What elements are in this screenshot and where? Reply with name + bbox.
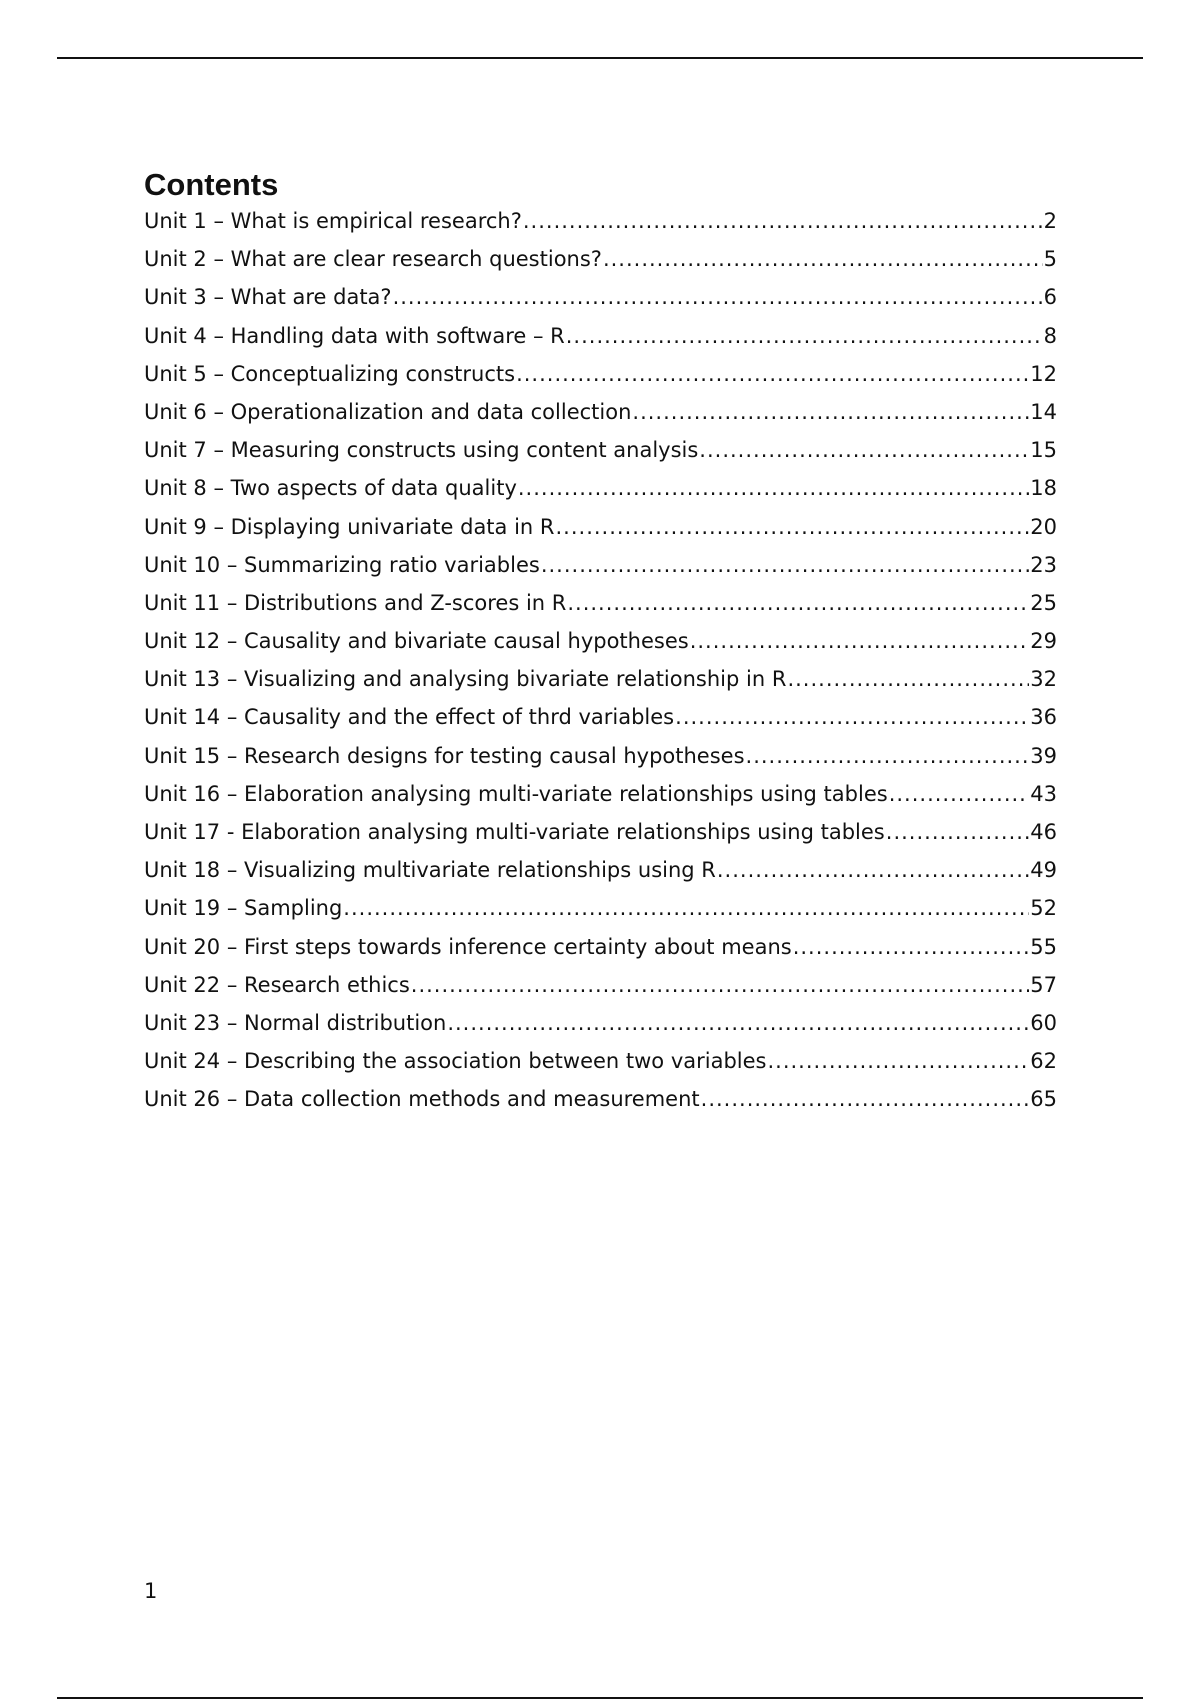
toc-entry[interactable] <box>144 972 1057 1010</box>
table-of-contents <box>144 166 1057 1125</box>
toc-entry-text: Unit 2 – What are clear research questions? <box>144 247 602 272</box>
toc-entry[interactable] <box>144 208 1057 246</box>
toc-entry[interactable] <box>144 781 1057 819</box>
toc-entry-text: Unit 24 – Describing the association between two variables <box>144 1049 767 1074</box>
toc-entry-text: Unit 4 – Handling data with software – R <box>144 323 565 348</box>
toc-entry[interactable] <box>144 514 1057 552</box>
toc-entry-page: 20 <box>1030 514 1057 539</box>
toc-entry-text: Unit 18 – Visualizing multivariate relationships using R <box>144 858 716 883</box>
toc-title: Contents <box>144 167 279 202</box>
toc-entry-page: 36 <box>1030 705 1057 730</box>
toc-entry-text: Unit 10 – Summarizing ratio variables <box>144 552 540 577</box>
toc-leader <box>767 1048 1029 1074</box>
toc-entry[interactable] <box>144 437 1057 475</box>
toc-leader <box>447 1010 1029 1036</box>
toc-leader <box>411 972 1029 998</box>
toc-entry-page: 12 <box>1030 361 1057 386</box>
toc-entry[interactable] <box>144 361 1057 399</box>
toc-leader <box>746 743 1030 769</box>
toc-entry-text: Unit 5 – Conceptualizing constructs <box>144 361 516 386</box>
toc-leader <box>675 704 1029 730</box>
toc-entry-text: Unit 23 – Normal distribution <box>144 1010 447 1035</box>
toc-leader <box>393 284 1043 310</box>
toc-entry[interactable] <box>144 323 1057 361</box>
toc-entry-page: 32 <box>1030 667 1057 692</box>
toc-entry-page: 15 <box>1030 438 1057 463</box>
toc-entry[interactable] <box>144 590 1057 628</box>
toc-entry-page: 60 <box>1030 1010 1057 1035</box>
toc-entry-text: Unit 15 – Research designs for testing causal hypotheses <box>144 743 745 768</box>
toc-entry-text: Unit 16 – Elaboration analysing multi-variate relationships using tables <box>144 781 888 806</box>
toc-entry[interactable] <box>144 284 1057 322</box>
toc-entry-text: Unit 19 – Sampling <box>144 896 343 921</box>
toc-entry-page: 65 <box>1030 1087 1057 1112</box>
toc-leader <box>523 208 1043 234</box>
toc-leader <box>566 323 1043 349</box>
toc-entry[interactable] <box>144 666 1057 704</box>
header-rule <box>57 57 1143 59</box>
toc-entry-text: Unit 17 - Elaboration analysing multi-variate relationships using tables <box>144 820 885 844</box>
toc-entry[interactable] <box>144 552 1057 590</box>
toc-leader <box>516 361 1029 387</box>
toc-entry[interactable] <box>144 743 1057 781</box>
toc-entry[interactable] <box>144 819 1057 857</box>
toc-entry-page: 57 <box>1030 972 1057 997</box>
toc-leader <box>787 666 1029 692</box>
toc-entry[interactable] <box>144 704 1057 742</box>
toc-entry-page: 43 <box>1030 781 1057 806</box>
toc-entry[interactable] <box>144 895 1057 933</box>
toc-leader <box>793 934 1030 960</box>
toc-entry[interactable] <box>144 1048 1057 1086</box>
toc-entry-text: Unit 1 – What is empirical research? <box>144 209 522 233</box>
toc-leader <box>632 399 1029 425</box>
toc-leader <box>603 246 1043 272</box>
toc-entry[interactable] <box>144 934 1057 972</box>
toc-entry[interactable] <box>144 1086 1057 1124</box>
toc-entry-page: 46 <box>1030 820 1057 844</box>
page-number: 1 <box>144 1579 158 1603</box>
toc-leader <box>701 1086 1030 1112</box>
toc-entry-text: Unit 22 – Research ethics <box>144 972 410 997</box>
toc-entry-page: 5 <box>1043 247 1057 272</box>
toc-entry-text: Unit 8 – Two aspects of data quality <box>144 476 517 501</box>
toc-entry-page: 8 <box>1043 323 1057 348</box>
toc-entry-page: 6 <box>1043 285 1057 310</box>
toc-entry-page: 2 <box>1043 209 1057 233</box>
toc-entry-page: 39 <box>1030 743 1057 768</box>
toc-entry-text: Unit 12 – Causality and bivariate causal hypotheses <box>144 629 689 654</box>
toc-entry-page: 29 <box>1030 629 1057 654</box>
toc-leader <box>690 628 1030 654</box>
toc-leader <box>518 475 1029 501</box>
toc-entry-page: 14 <box>1030 399 1057 424</box>
toc-leader <box>567 590 1029 616</box>
toc-entry[interactable] <box>144 399 1057 437</box>
toc-entry-text: Unit 9 – Displaying univariate data in R <box>144 514 555 539</box>
toc-entry[interactable] <box>144 857 1057 895</box>
toc-entry-text: Unit 20 – First steps towards inference certainty about means <box>144 934 792 959</box>
toc-entry-page: 23 <box>1030 552 1057 577</box>
toc-entry[interactable] <box>144 1010 1057 1048</box>
toc-leader <box>556 514 1030 540</box>
toc-leader <box>886 819 1030 845</box>
toc-entry-text: Unit 13 – Visualizing and analysing bivariate relationship in R <box>144 667 787 692</box>
toc-entry-page: 55 <box>1030 934 1057 959</box>
toc-entry-text: Unit 11 – Distributions and Z-scores in R <box>144 590 567 615</box>
toc-entry-text: Unit 7 – Measuring constructs using content analysis <box>144 438 699 463</box>
footer-rule <box>57 1697 1143 1699</box>
toc-leader <box>541 552 1029 578</box>
toc-entry-page: 49 <box>1030 858 1057 883</box>
toc-leader <box>717 857 1029 883</box>
toc-entry[interactable] <box>144 246 1057 284</box>
toc-entry[interactable] <box>144 475 1057 513</box>
toc-entry-page: 25 <box>1030 590 1057 615</box>
toc-entry-text: Unit 6 – Operationalization and data collection <box>144 399 632 424</box>
toc-leader <box>889 781 1030 807</box>
toc-entry-text: Unit 3 – What are data? <box>144 285 392 310</box>
toc-entry-page: 62 <box>1030 1049 1057 1074</box>
toc-entry-text: Unit 14 – Causality and the effect of thrd variables <box>144 705 675 730</box>
toc-leader <box>699 437 1029 463</box>
toc-leader <box>343 895 1029 921</box>
toc-entry-text: Unit 26 – Data collection methods and measurement <box>144 1087 700 1112</box>
toc-entry[interactable] <box>144 628 1057 666</box>
toc-list <box>144 208 1057 1125</box>
toc-entry-page: 52 <box>1030 896 1057 921</box>
toc-entry-page: 18 <box>1030 476 1057 501</box>
